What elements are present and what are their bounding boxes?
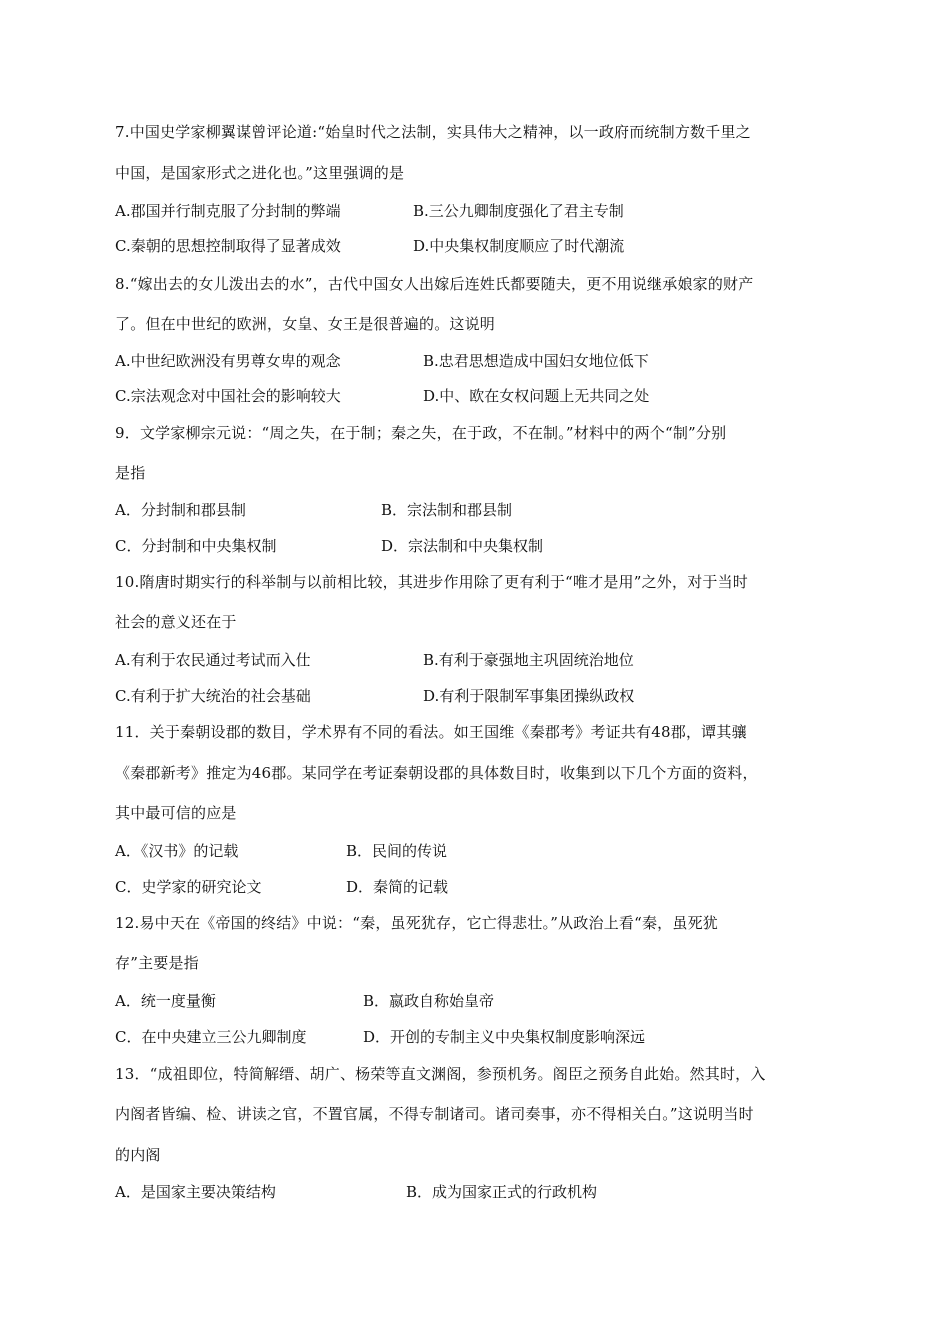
question-7-option-d: D.中央集权制度顺应了时代潮流 — [413, 237, 625, 255]
question-12-stem-line-2: 存”主要是指 — [115, 954, 199, 972]
question-9-option-d: D．宗法制和中央集权制 — [381, 537, 544, 555]
question-8-option-d: D.中、欧在女权问题上无共同之处 — [423, 387, 650, 405]
question-9-option-a: A．分封制和郡县制 — [115, 501, 246, 519]
question-10-option-c: C.有利于扩大统治的社会基础 — [115, 687, 311, 705]
question-10-stem-line-2: 社会的意义还在于 — [115, 613, 237, 631]
question-7-stem-line-2: 中国，是国家形式之进化也。”这里强调的是 — [115, 164, 405, 182]
question-13-stem-line-2: 内阁者皆编、检、讲读之官，不置官属，不得专制诸司。诸司奏事，亦不得相关白。”这说明当时 — [115, 1105, 754, 1123]
question-9-stem-line-2: 是指 — [115, 464, 146, 482]
question-11-option-c: C．史学家的研究论文 — [115, 878, 262, 896]
question-13-option-a: A．是国家主要决策结构 — [115, 1183, 276, 1201]
question-7-option-b: B.三公九卿制度强化了君主专制 — [413, 202, 624, 220]
question-8-option-c: C.宗法观念对中国社会的影响较大 — [115, 387, 341, 405]
question-13-stem-line-1: 13．“成祖即位，特简解缙、胡广、杨荣等直文渊阁，参预机务。阁臣之预务自此始。然其时，入 — [115, 1065, 766, 1083]
question-11-option-b: B．民间的传说 — [346, 842, 448, 860]
question-8-stem-line-2: 了。但在中世纪的欧洲，女皇、女王是很普遍的。这说明 — [115, 315, 496, 333]
question-8-option-a: A.中世纪欧洲没有男尊女卑的观念 — [115, 352, 341, 370]
question-11-option-d: D．秦简的记载 — [346, 878, 449, 896]
question-12-option-b: B．嬴政自称始皇帝 — [363, 992, 495, 1010]
question-7-option-a: A.郡国并行制克服了分封制的弊端 — [115, 202, 341, 220]
question-12-option-d: D．开创的专制主义中央集权制度影响深远 — [363, 1028, 646, 1046]
question-9-option-c: C．分封制和中央集权制 — [115, 537, 277, 555]
question-8-option-b: B.忠君思想造成中国妇女地位低下 — [423, 352, 649, 370]
question-10-option-b: B.有利于豪强地主巩固统治地位 — [423, 651, 634, 669]
question-13-option-b: B．成为国家正式的行政机构 — [406, 1183, 598, 1201]
question-9-stem-line-1: 9．文学家柳宗元说：“周之失，在于制；秦之失，在于政，不在制。”材料中的两个“制”分别 — [115, 424, 727, 442]
question-10-stem-line-1: 10.隋唐时期实行的科举制与以前相比较，其进步作用除了更有利于“唯才是用”之外，对于当时 — [115, 573, 748, 591]
question-10-option-a: A.有利于农民通过考试而入仕 — [115, 651, 311, 669]
question-7-option-c: C.秦朝的思想控制取得了显著成效 — [115, 237, 341, 255]
question-11-stem-line-1: 11．关于秦朝设郡的数目，学术界有不同的看法。如王国维《秦郡考》考证共有48郡，谭其骧 — [115, 723, 747, 741]
question-11-option-a: A．《汉书》的记载 — [115, 842, 239, 860]
question-10-option-d: D.有利于限制军事集团操纵政权 — [423, 687, 635, 705]
question-12-stem-line-1: 12.易中天在《帝国的终结》中说：“秦，虽死犹存，它亡得悲壮。”从政治上看“秦，虽死犹 — [115, 914, 718, 932]
question-12-option-a: A．统一度量衡 — [115, 992, 216, 1010]
question-7-stem-line-1: 7.中国史学家柳翼谋曾评论道:“始皇时代之法制，实具伟大之精神，以一政府而统制方数千里之 — [115, 123, 751, 141]
question-11-stem-line-2: 《秦郡新考》推定为46郡。某同学在考证秦朝设郡的具体数目时，收集到以下几个方面的资料， — [115, 764, 758, 782]
question-9-option-b: B．宗法制和郡县制 — [381, 501, 513, 519]
question-13-stem-line-3: 的内阁 — [115, 1146, 161, 1164]
question-11-stem-line-3: 其中最可信的应是 — [115, 804, 237, 822]
question-12-option-c: C．在中央建立三公九卿制度 — [115, 1028, 307, 1046]
question-8-stem-line-1: 8.“嫁出去的女儿泼出去的水”，古代中国女人出嫁后连姓氏都要随夫，更不用说继承娘家的财产 — [115, 275, 754, 293]
